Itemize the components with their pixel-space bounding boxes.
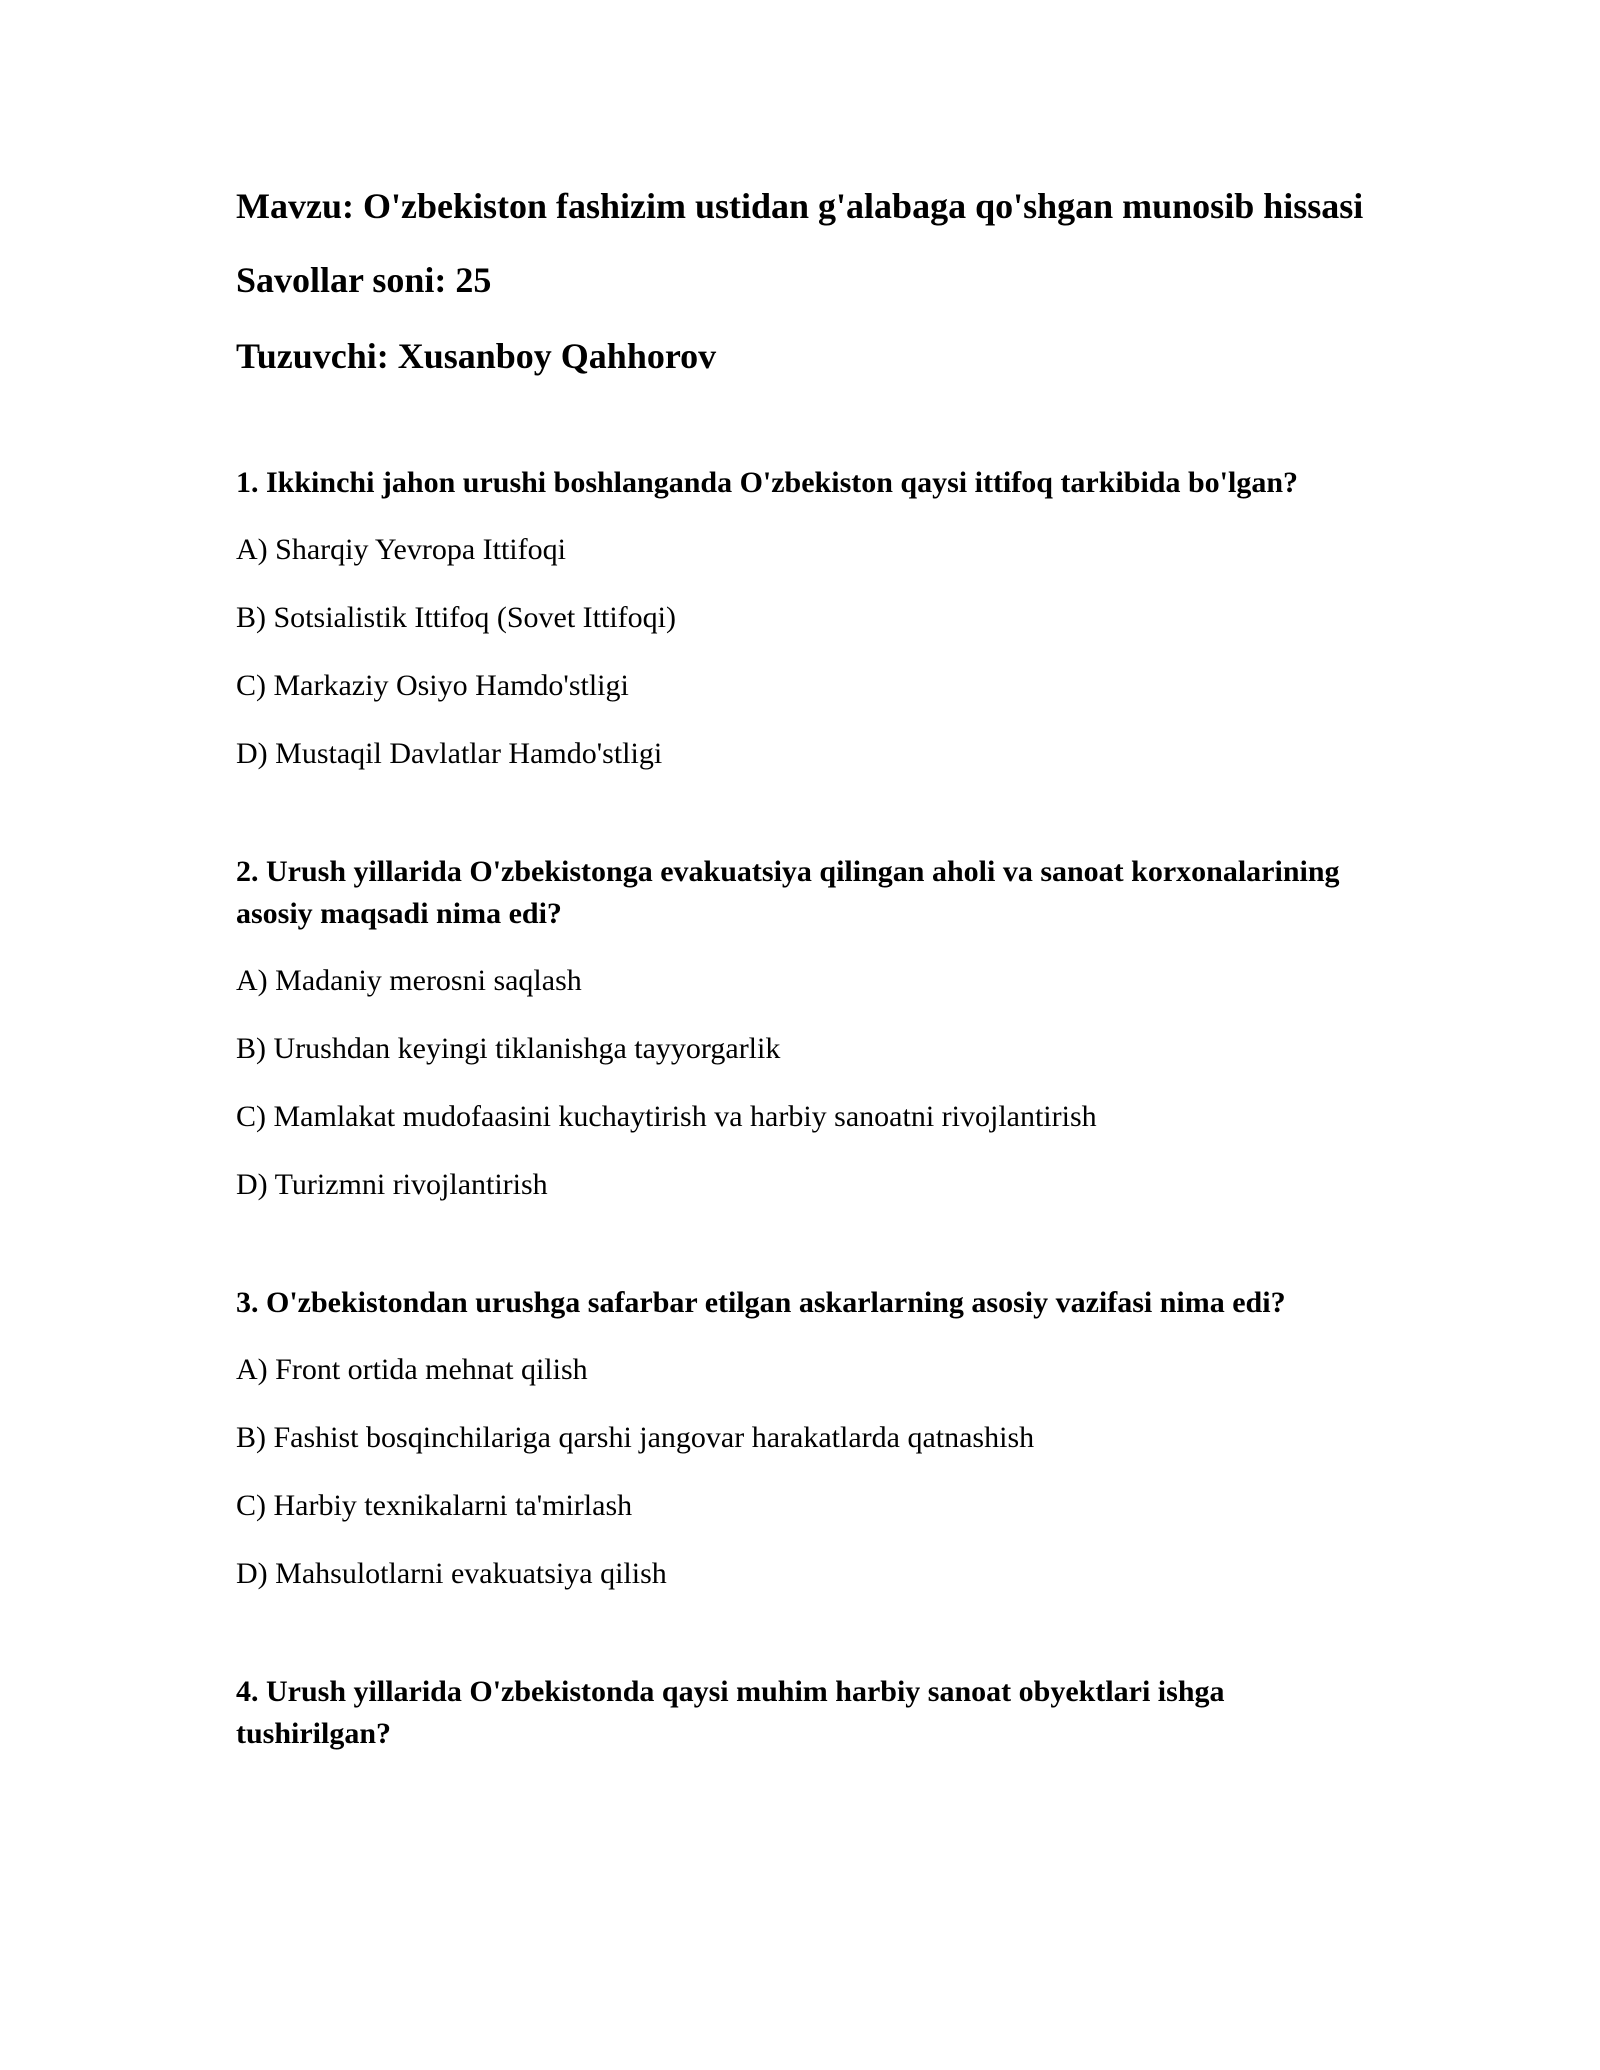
question-text: 2. Urush yillarida O'zbekistonga evakuatsiya qilingan aholi va sanoat korxonalarining asosiy maqsadi nima edi? xyxy=(236,855,1340,930)
answer-option-a: A) Madaniy merosni saqlash xyxy=(236,964,582,997)
question-text: 4. Urush yillarida O'zbekistonda qaysi muhim harbiy sanoat obyektlari ishga tushirilgan? xyxy=(236,1675,1225,1750)
answer-option-b: B) Sotsialistik Ittifoq (Sovet Ittifoqi) xyxy=(236,601,676,634)
question-count: Savollar soni: 25 xyxy=(236,260,492,300)
answer-option-b: B) Urushdan keyingi tiklanishga tayyorgarlik xyxy=(236,1032,781,1065)
answer-option-d: D) Mustaqil Davlatlar Hamdo'stligi xyxy=(236,737,663,770)
answer-option-c: C) Harbiy texnikalarni ta'mirlash xyxy=(236,1489,633,1522)
question-text: 3. O'zbekistondan urushga safarbar etilgan askarlarning asosiy vazifasi nima edi? xyxy=(236,1286,1286,1319)
answer-option-c: C) Markaziy Osiyo Hamdo'stligi xyxy=(236,669,629,702)
question-2 xyxy=(236,851,1376,1206)
author-line: Tuzuvchi: Xusanboy Qahhorov xyxy=(236,336,717,376)
question-list xyxy=(236,462,1376,1755)
answer-option-a: A) Sharqiy Yevropa Ittifoqi xyxy=(236,533,566,566)
question-4 xyxy=(236,1671,1376,1755)
document-content xyxy=(236,182,1376,1831)
answer-option-a: A) Front ortida mehnat qilish xyxy=(236,1353,588,1386)
question-1 xyxy=(236,462,1376,775)
question-3 xyxy=(236,1282,1376,1595)
answer-option-c: C) Mamlakat mudofaasini kuchaytirish va harbiy sanoatni rivojlantirish xyxy=(236,1100,1097,1133)
topic-title: Mavzu: O'zbekiston fashizim ustidan g'alabaga qo'shgan munosib hissasi xyxy=(236,186,1364,226)
answer-option-b: B) Fashist bosqinchilariga qarshi jangovar harakatlarda qatnashish xyxy=(236,1421,1035,1454)
question-text: 1. Ikkinchi jahon urushi boshlanganda O'zbekiston qaysi ittifoq tarkibida bo'lgan? xyxy=(236,466,1299,499)
answer-option-d: D) Mahsulotlarni evakuatsiya qilish xyxy=(236,1557,667,1590)
answer-option-d: D) Turizmni rivojlantirish xyxy=(236,1168,548,1201)
